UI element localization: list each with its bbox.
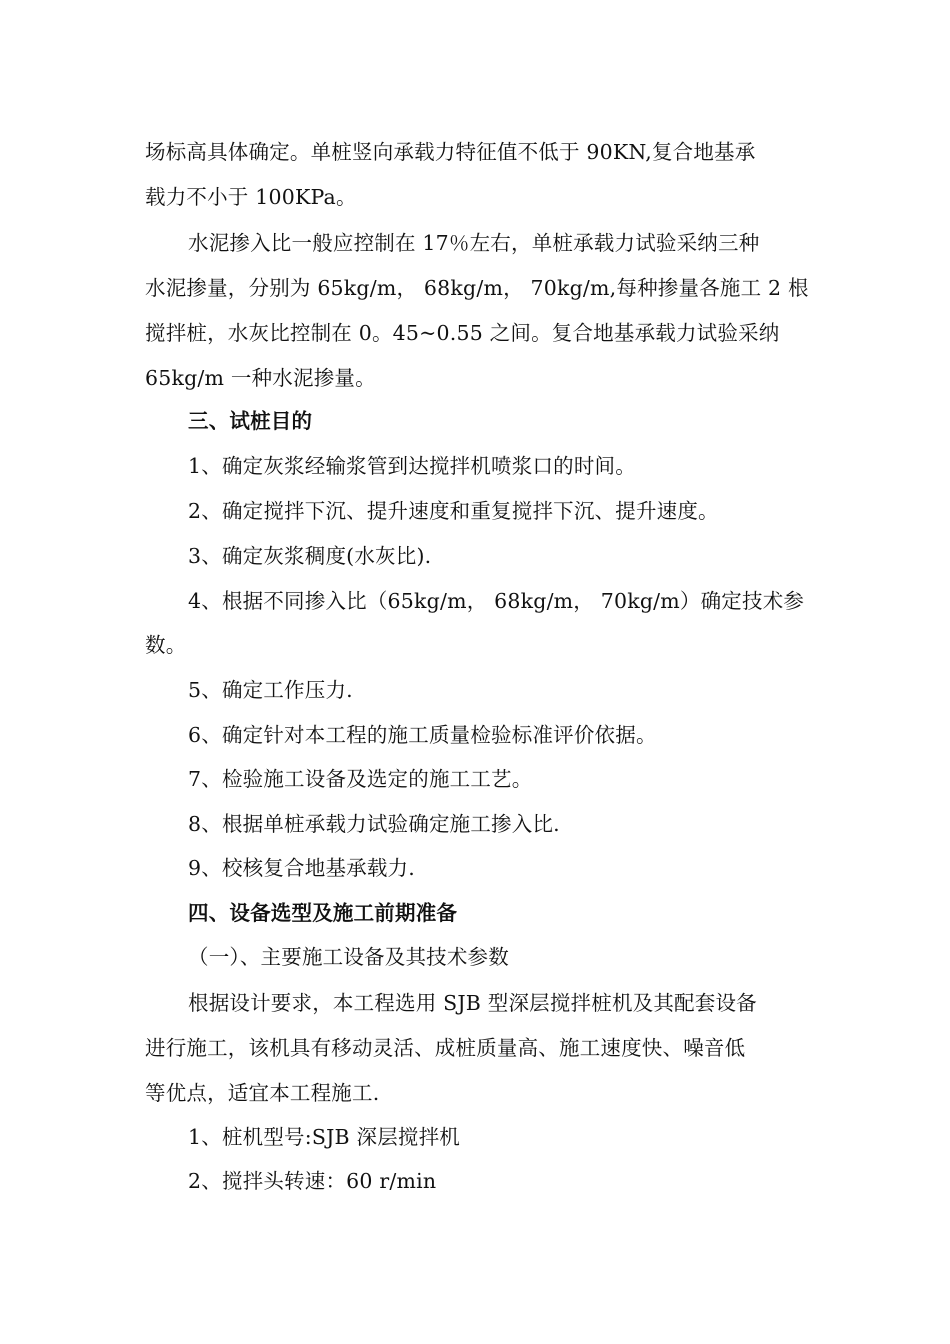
list-item: 5、确定工作压力. xyxy=(188,678,353,702)
paragraph-line: 水泥掺量，分别为 65kg/m， 68kg/m， 70kg/m,每种掺量各施工 2 根 xyxy=(145,276,809,300)
list-item: 9、校核复合地基承载力. xyxy=(188,856,415,880)
list-item: 1、确定灰浆经输浆管到达搅拌机喷浆口的时间。 xyxy=(188,454,636,478)
paragraph-line: 根据设计要求，本工程选用 SJB 型深层搅拌桩机及其配套设备 xyxy=(188,991,757,1015)
list-item: 6、确定针对本工程的施工质量检验标准评价依据。 xyxy=(188,723,657,747)
paragraph-line: 进行施工，该机具有移动灵活、成桩质量高、施工速度快、噪音低 xyxy=(145,1036,746,1060)
section-heading: 三、试桩目的 xyxy=(188,409,313,433)
list-item: 7、检验施工设备及选定的施工工艺。 xyxy=(188,767,533,791)
paragraph-line: 载力不小于 100KPa。 xyxy=(145,185,357,209)
list-item: 4、根据不同掺入比（65kg/m， 68kg/m， 70kg/m）确定技术参 xyxy=(188,589,805,613)
list-item: 2、搅拌头转速：60 r/min xyxy=(188,1169,437,1193)
paragraph-line: 搅拌桩，水灰比控制在 0。45~0.55 之间。复合地基承载力试验采纳 xyxy=(145,321,780,345)
list-item: 1、桩机型号:SJB 深层搅拌机 xyxy=(188,1125,460,1149)
paragraph-line: 场标高具体确定。单桩竖向承载力特征值不低于 90KN,复合地基承 xyxy=(145,140,756,164)
list-item: 8、根据单桩承载力试验确定施工掺入比. xyxy=(188,812,560,836)
list-item: 2、确定搅拌下沉、提升速度和重复搅拌下沉、提升速度。 xyxy=(188,499,719,523)
paragraph-line: 65kg/m 一种水泥掺量。 xyxy=(145,366,376,390)
list-item-continuation: 数。 xyxy=(145,633,187,657)
paragraph-line: 水泥掺入比一般应控制在 17％左右，单桩承载力试验采纳三种 xyxy=(188,231,760,255)
list-item: 3、确定灰浆稠度(水灰比). xyxy=(188,544,432,568)
paragraph-line: 等优点，适宜本工程施工. xyxy=(145,1081,380,1105)
section-heading: 四、设备选型及施工前期准备 xyxy=(188,901,458,925)
subsection-heading: （一）、主要施工设备及其技术参数 xyxy=(188,945,509,969)
